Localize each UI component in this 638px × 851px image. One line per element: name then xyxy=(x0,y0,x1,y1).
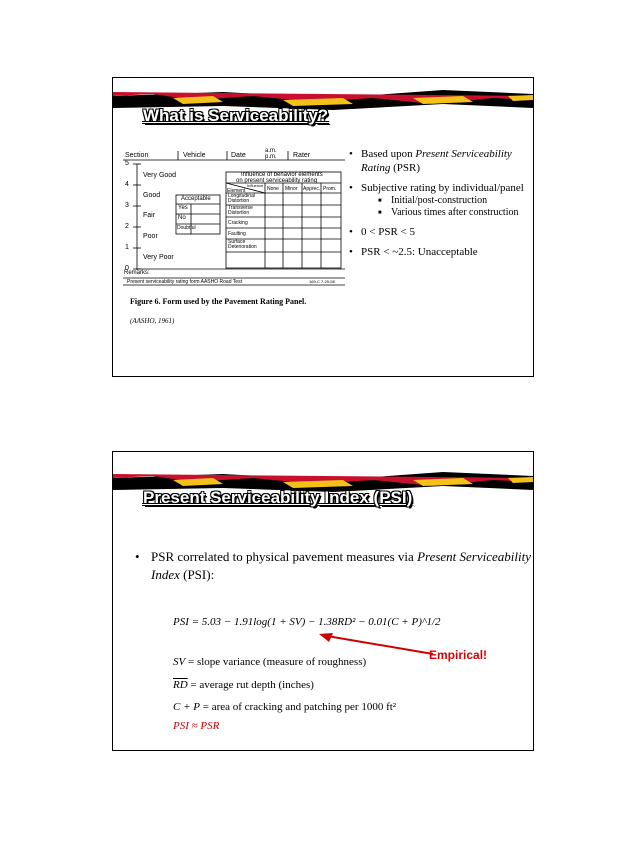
form-remarks: Remarks: xyxy=(124,270,150,276)
scale-2: 2 xyxy=(125,223,129,230)
form-header-section: Section xyxy=(125,152,149,159)
sub-bullet-various: ■ Various times after construction xyxy=(361,207,525,219)
label-poor: Poor xyxy=(143,233,158,240)
bullet-psi-correlation: • PSR correlated to physical pavement measures via Present Serviceability Index (PSI): xyxy=(131,548,531,584)
slide-title: Present Serviceability Index (PSI) xyxy=(143,488,413,507)
scale-5: 5 xyxy=(125,160,129,167)
acceptable-no: No xyxy=(178,215,186,221)
element-faulting: Faulting xyxy=(228,231,246,237)
bullet-range: • 0 < PSR < 5 xyxy=(345,225,525,239)
form-footer-code: 169-C 7-25-58 xyxy=(309,279,335,284)
element-longitudinal: Longitudinal Distortion xyxy=(228,193,255,204)
definition-rd: RD = average rut depth (inches) xyxy=(173,679,314,691)
scale-3: 3 xyxy=(125,202,129,209)
slide-psi xyxy=(112,451,534,751)
level-minor: Minor xyxy=(285,186,298,192)
label-very-good: Very Good xyxy=(143,172,177,179)
bullet-list xyxy=(345,147,525,265)
influence-title-2: on present serviceability rating xyxy=(236,178,318,184)
callout-arrow xyxy=(313,630,443,660)
form-header-vehicle: Vehicle xyxy=(183,152,206,159)
label-fair: Fair xyxy=(143,212,156,219)
bullet-psr-basis: • Based upon Present Serviceability Rating (PSR) xyxy=(345,147,525,175)
form-header-rater: Rater xyxy=(293,152,311,159)
scale-4: 4 xyxy=(125,181,129,188)
form-header-am: a.m. xyxy=(265,148,277,154)
level-apprec: Apprec. xyxy=(303,186,321,192)
element-surface: Surface Deterioration xyxy=(228,239,257,250)
definition-cp: C + P = area of cracking and patching per 1000 ft² xyxy=(173,701,397,713)
figure-caption: Figure 6. Form used by the Pavement Rating Panel. xyxy=(130,297,307,306)
element-cracking: Cracking xyxy=(228,220,248,226)
acceptable-label: Acceptable xyxy=(181,196,211,202)
label-very-poor: Very Poor xyxy=(143,254,174,261)
slide-title: What is Serviceability? xyxy=(143,106,329,125)
psi-equation: PSI = 5.03 − 1.91log(1 + SV) − 1.38RD² − 0.01(C + P)^1/2 xyxy=(173,616,441,628)
element-transverse: Transverse Distortion xyxy=(228,205,253,216)
scale-0: 0 xyxy=(125,265,129,272)
slide-what-is-serviceability xyxy=(112,77,534,377)
form-header-pm: p.m. xyxy=(265,154,277,160)
rating-form-figure xyxy=(123,148,345,293)
influence-title-1: Influence of behavior elements xyxy=(241,172,323,178)
level-prom: Prom. xyxy=(323,186,337,192)
bullet-subjective: • Subjective rating by individual/panel ■ Initial/post-construction ■ Various times after construction xyxy=(345,181,525,219)
form-header-date: Date xyxy=(231,152,246,159)
empirical-callout: Empirical! xyxy=(429,648,488,662)
scale-1: 1 xyxy=(125,244,129,251)
acceptable-doubtful: Doubtful xyxy=(177,225,196,231)
form-footer: Present serviceability rating form AASHO Road Test xyxy=(127,279,242,285)
acceptable-yes: Yes xyxy=(178,205,188,211)
label-good: Good xyxy=(143,192,161,199)
influence-col: Influence xyxy=(247,183,264,188)
definition-sv: SV = slope variance (measure of roughness) xyxy=(173,656,367,668)
level-none: None xyxy=(267,186,279,192)
element-col: Element xyxy=(227,188,246,194)
figure-credit: (AASHO, 1961) xyxy=(130,317,175,325)
bullet-unacceptable: • PSR < ~2.5: Unacceptable xyxy=(345,245,525,259)
sub-bullet-initial: ■ Initial/post-construction xyxy=(361,195,525,207)
psi-approx-psr: PSI ≈ PSR xyxy=(173,720,220,732)
